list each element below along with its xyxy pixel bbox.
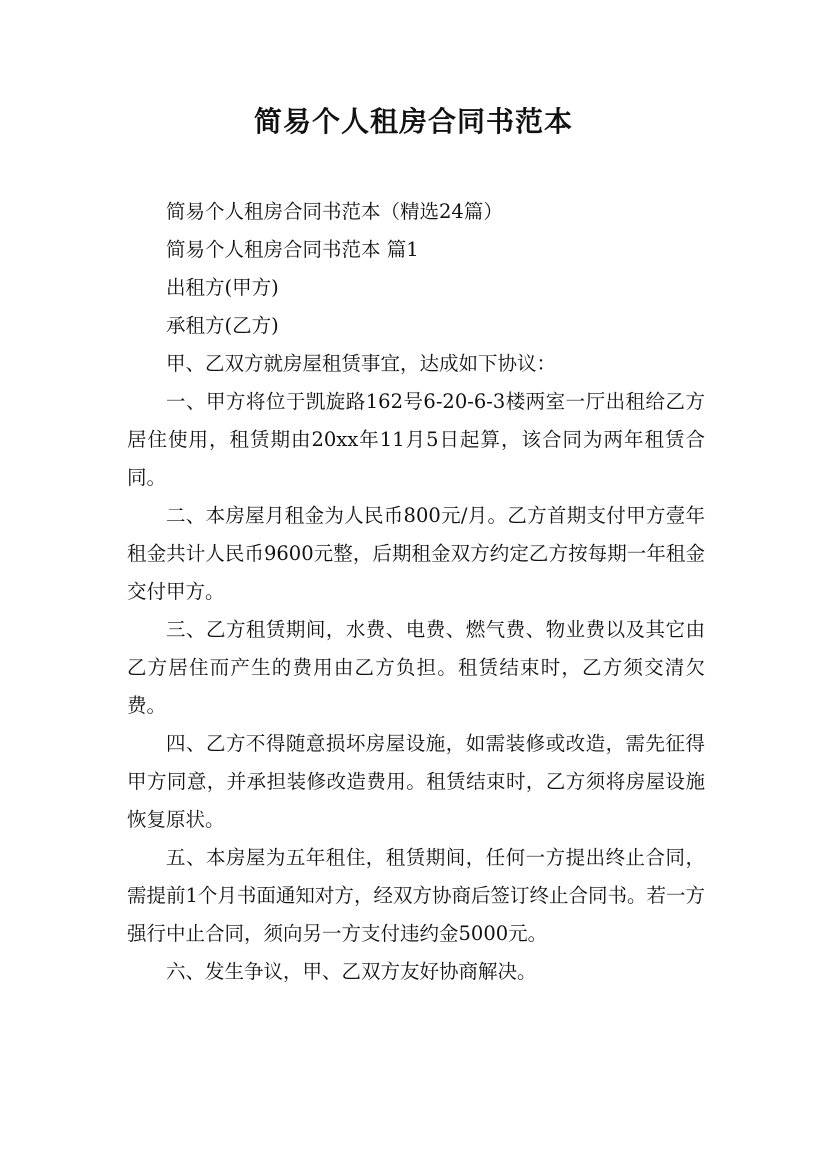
document-body — [127, 193, 705, 991]
agreement-intro: 甲、乙双方就房屋租赁事宜，达成如下协议： — [166, 352, 557, 375]
clause-2: 二、本房屋月租金为人民币800元/月。乙方首期支付甲方壹年租金共计人民币9600元整，后期租金双方约定乙方按每期一年租金交付甲方。 — [127, 504, 705, 603]
clause-6: 六、发生争议，甲、乙双方友好协商解决。 — [166, 960, 537, 983]
document-title: 简易个人租房合同书范本 — [253, 105, 573, 138]
section-heading: 简易个人租房合同书范本 篇1 — [166, 238, 419, 261]
clause-3: 三、乙方租赁期间，水费、电费、燃气费、物业费以及其它由乙方居住而产生的费用由乙方负担。租赁结束时，乙方须交清欠费。 — [127, 618, 705, 717]
clause-1: 一、甲方将位于凯旋路162号6-20-6-3楼两室一厅出租给乙方居住使用，租赁期由20xx年11月5日起算，该合同为两年租赁合同。 — [127, 390, 705, 489]
clause-5: 五、本房屋为五年租住，租赁期间，任何一方提出终止合同，需提前1个月书面通知对方，经双方协商后签订终止合同书。若一方强行中止合同，须向另一方支付违约金5000元。 — [127, 846, 705, 945]
clause-4: 四、乙方不得随意损坏房屋设施，如需装修或改造，需先征得甲方同意，并承担装修改造费用。租赁结束时，乙方须将房屋设施恢复原状。 — [127, 732, 705, 831]
party-b-line: 承租方(乙方) — [166, 314, 279, 337]
party-a-line: 出租方(甲方) — [166, 276, 279, 299]
document-subtitle: 简易个人租房合同书范本（精选24篇） — [166, 200, 503, 223]
